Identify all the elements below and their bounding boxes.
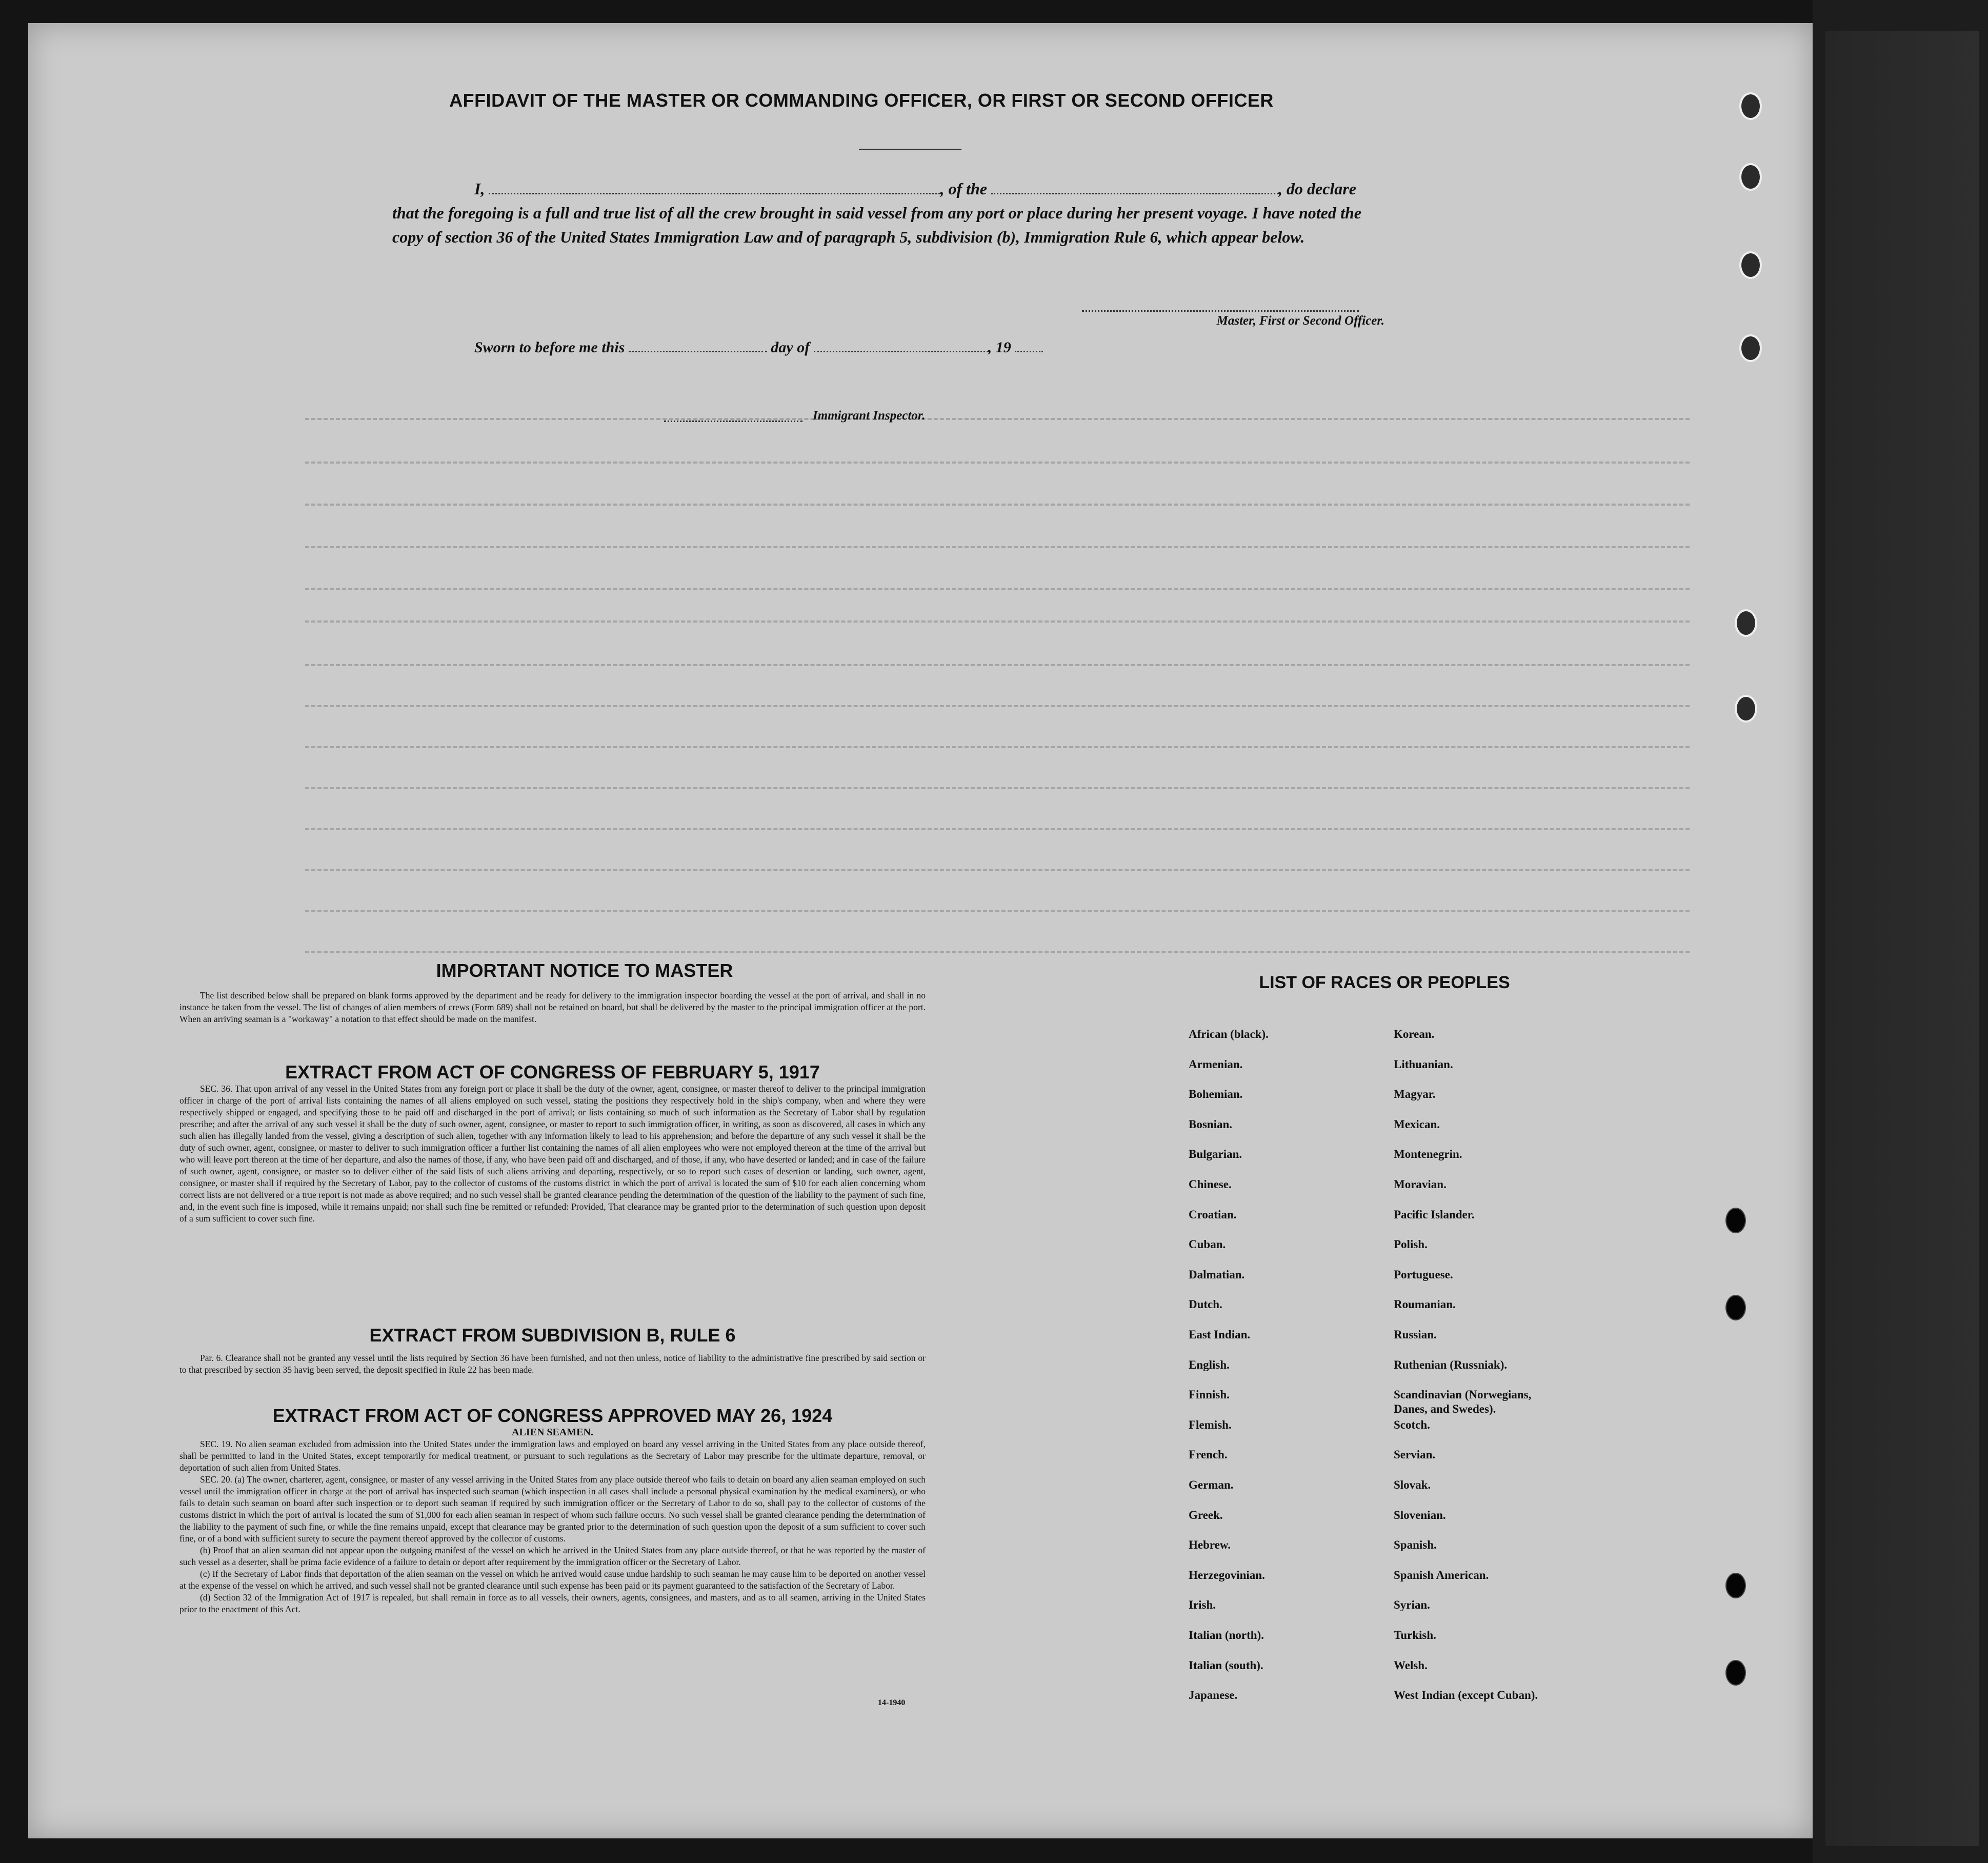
alien-seamen-subtitle: ALIEN SEAMEN. [512,1427,593,1438]
race-item: Croatian. [1189,1208,1237,1221]
race-item: Montenegrin. [1394,1148,1462,1161]
race-item: Cuban. [1189,1238,1226,1251]
sec20b-text: (b) Proof that an alien seaman did not appear upon the outgoing manifest of the vessel on which he arrived in the United States from any place outside thereof, or that he was reported by the master of such vessel as a deserter, shall be prima facie evidence of a failure to detain or deport after requirement by the immigration officer or the Secretary of Labor. [179,1545,926,1567]
race-item: Italian (north). [1189,1629,1264,1641]
race-item: Spanish. [1394,1538,1437,1552]
race-item: Flemish. [1189,1418,1232,1431]
sworn-label: Sworn to before me this [474,339,625,356]
race-item: Mexican. [1394,1117,1440,1131]
affidavit-title: AFFIDAVIT OF THE MASTER OR COMMANDING OFFICER, OR FIRST OR SECOND OFFICER [449,90,1274,111]
race-item: Herzegovinian. [1189,1568,1265,1581]
sec20a-text: SEC. 20. (a) The owner, charterer, agent, consignee, or master of any vessel arriving in the United States from any place outside thereof who fails to detain on board any alien seaman employed on such vessel until the immigration officer in charge at the port of arrival has inspected such seaman (which inspection in all cases shall include a personal physical examination by the medical examiners), or who fails to detain such seaman on board after such inspection or to deport such seaman if required by such immigration officer or the Secretary of Labor to do so, shall pay to the collector of customs of the customs district in which the port of arrival is located the sum of $1,000 for each alien seaman in respect of whom such failure occurs. No such vessel shall be granted clearance pending the determination of the liability to the payment of such fine, or while the fine remains unpaid, except that clearance may be granted prior to the determination of such question upon the deposit of a sum sufficient to cover such fine, or of a bond with sufficient surety to secure the payment thereof approved by the collector of customs. [179,1474,926,1544]
races-title: LIST OF RACES OR PEOPLES [1259,973,1510,992]
race-item: Greek. [1189,1508,1223,1521]
race-item: Moravian. [1394,1178,1447,1191]
next-page-edge [1825,31,1979,1846]
section-36-text: SEC. 36. That upon arrival of any vessel in the United States from any foreign port or place it shall be the duty of the owner, agent, consignee, or master thereof to deliver to the principal immigration officer in charge of the port of arrival lists containing the names of all aliens employed on such vessel, stating the positions they respectively hold in the ship's company, when and where they were respectively shipped or engaged, and specifying those to be paid off and discharged in the port of arrival; or lists containing so much of such information as the Secretary of Labor shall by regulation prescribe; and after the arrival of any such vessel it shall be the duty of such owner, agent, consignee, or master to report to such immigration officer, in writing, as soon as discovered, all cases in which any such alien has illegally landed from the vessel, giving a description of such alien, together with any information likely to lead to his apprehension; and before the departure of any such vessel it shall be the duty of such owner, agent, consignee, or master to deliver to such immigration officer a further list containing the names of all alien employees who were not employed thereon at the time of the arrival but who will leave port thereon at the time of her departure, and also the names of those, if any, who have been paid off and discharged, and of those, if any, who have deserted or landed; and in case of the failure of such owner, agent, consignee, or master so to deliver either of the said lists of such aliens arriving and departing, respectively, or so to report such cases of desertion or landing, such owner, agent, consignee, or master shall if required by the Secretary of Labor, pay to the collector of customs of the customs district in which the port of arrival is located the sum of $10 for each alien concerning whom correct lists are not delivered or a true report is not made as above required; and no such vessel shall be granted clearance pending the determination of the question of the liability to the payment of such fine, and, in the event such fine is imposed, while it remains unpaid; nor shall such fine be remitted or refunded: Provided, That clearance may be granted prior to the determination of such question upon deposit of a sum sufficient to cover such fine. [179,1084,926,1224]
race-item: Armenian. [1189,1057,1243,1071]
form-number: 14-1940 [878,1698,906,1707]
binder-hole [1739,251,1762,279]
race-item: German. [1189,1478,1234,1491]
of-the-label: , of the [940,179,987,198]
extract-1924-body [179,1438,926,1615]
extract-rule6-body [179,1352,926,1376]
race-item: Japanese. [1189,1689,1238,1702]
day-of-label: day of [771,339,810,356]
race-item: English. [1189,1358,1230,1371]
race-item: Slovak. [1394,1478,1431,1491]
notice-text: The list described below shall be prepared on blank forms approved by the department and be ready for delivery to the immigration inspector boarding the vessel at the port of arrival, and shall in no instance be taken from the vessel. The list of changes of alien members of crews (Form 689) shall not be retained on board, but shall be delivered by the master to the principal immigration officer at the port. When an arriving seaman is a "workaway" a notation to that effect should be made on the manifest. [179,990,926,1024]
race-item: Roumanian. [1394,1298,1456,1311]
race-item: Chinese. [1189,1178,1232,1191]
race-item: Portuguese. [1394,1268,1453,1281]
inspector-signature-line[interactable] [664,420,802,422]
race-item: East Indian. [1189,1328,1251,1341]
affidavit-body [392,177,1361,249]
notice-title: IMPORTANT NOTICE TO MASTER [436,960,733,981]
title-rule [859,149,961,150]
race-item: Finnish. [1189,1388,1230,1401]
binder-hole [1725,1295,1746,1320]
race-item: Polish. [1394,1238,1428,1251]
extract-rule6-title: EXTRACT FROM SUBDIVISION B, RULE 6 [369,1325,736,1346]
binder-hole [1739,163,1762,191]
race-item: Dutch. [1189,1298,1222,1311]
affidavit-i: I, [474,179,485,198]
name-blank[interactable] [489,181,940,194]
binder-hole [1735,695,1757,723]
sworn-statement [474,338,1141,356]
race-item: Syrian. [1394,1598,1430,1612]
race-item: Magyar. [1394,1088,1436,1101]
race-item: Pacific Islander. [1394,1208,1475,1221]
sworn-year-blank[interactable] [1015,338,1043,352]
binder-hole [1725,1208,1746,1233]
race-item: Scandinavian (Norwegians, Danes, and Swedes). [1394,1388,1532,1416]
race-item: Bulgarian. [1189,1148,1242,1161]
race-item: Bosnian. [1189,1117,1233,1131]
signature-label: Master, First or Second Officer. [1216,314,1384,328]
race-item: Lithuanian. [1394,1057,1453,1071]
race-item: Scotch. [1394,1418,1430,1431]
race-item: Spanish American. [1394,1568,1489,1581]
race-item: Turkish. [1394,1629,1436,1641]
sec19-text: SEC. 19. No alien seaman excluded from admission into the United States under the immigration laws and employed on board any vessel arriving in the United States from any place outside thereof, shall be permitted to land in the United States, except temporarily for medical treatment, or pursuant to such regulations as the Secretary of Labor may prescribe for the ultimate departure, removal, or deportation of such alien from United States. [179,1439,926,1473]
sec20c-text: (c) If the Secretary of Labor finds that deportation of the alien seaman on the vessel on which he arrived would cause undue hardship to such seaman he may cause him to be deported on another vessel at the expense of the vessel on which he arrived, and such vessel shall not be granted clearance until such expense has been paid or its payment guaranteed to the satisfaction of the Secretary of Labor. [179,1569,926,1591]
race-item: Korean. [1394,1028,1435,1040]
binder-hole [1735,609,1757,637]
binder-hole [1739,334,1762,362]
race-item: Irish. [1189,1598,1216,1612]
race-item: French. [1189,1448,1228,1461]
binder-hole [1739,92,1762,120]
race-item: Servian. [1394,1448,1436,1461]
race-item: Slovenian. [1394,1508,1446,1521]
vessel-blank[interactable] [991,181,1278,194]
race-item: West Indian (except Cuban). [1394,1689,1538,1702]
extract-1917-title: EXTRACT FROM ACT OF CONGRESS OF FEBRUARY 5, 1917 [285,1061,820,1083]
sworn-month-blank[interactable] [814,338,988,352]
extract-1924-title: EXTRACT FROM ACT OF CONGRESS APPROVED MAY 26, 1924 [272,1405,833,1426]
notice-body [179,990,926,1025]
sec20d-text: (d) Section 32 of the Immigration Act of 1917 is repealed, but shall remain in force as to all vessels, their owners, agents, consignees, and masters, and as to all seamen, arriving in the United States prior to the enactment of this Act. [179,1592,926,1614]
do-declare-label: , do declare [1278,179,1356,198]
affidavit-statement: that the foregoing is a full and true list of all the crew brought in said vessel from any port or place during her present voyage. I have noted the copy of section 36 of the United States Immigration Law and of paragraph 5, subdivision (b), Immigration Rule 6, which appear below. [392,204,1361,246]
race-item: Dalmatian. [1189,1268,1245,1281]
binder-hole [1725,1660,1746,1686]
race-item: Bohemian. [1189,1088,1243,1101]
extract-1917-body [179,1083,926,1225]
race-item: Italian (south). [1189,1658,1263,1672]
year-label: , 19 [988,339,1011,356]
binder-hole [1725,1573,1746,1598]
signature-line[interactable] [1082,310,1359,312]
race-item: Hebrew. [1189,1538,1231,1552]
sworn-day-blank[interactable] [629,338,767,352]
inspector-label: Immigrant Inspector. [813,409,926,423]
race-item: African (black). [1189,1028,1269,1040]
race-item: Ruthenian (Russniak). [1394,1358,1508,1371]
race-item: Welsh. [1394,1658,1428,1672]
rule6-text: Par. 6. Clearance shall not be granted any vessel until the lists required by Section 36 have been furnished, and not then unless, notice of liability to the administrative fine prescribed by said section or to that prescribed by section 35 havig been served, the deposit specified in Rule 22 has been made. [179,1353,926,1375]
race-item: Russian. [1394,1328,1437,1341]
